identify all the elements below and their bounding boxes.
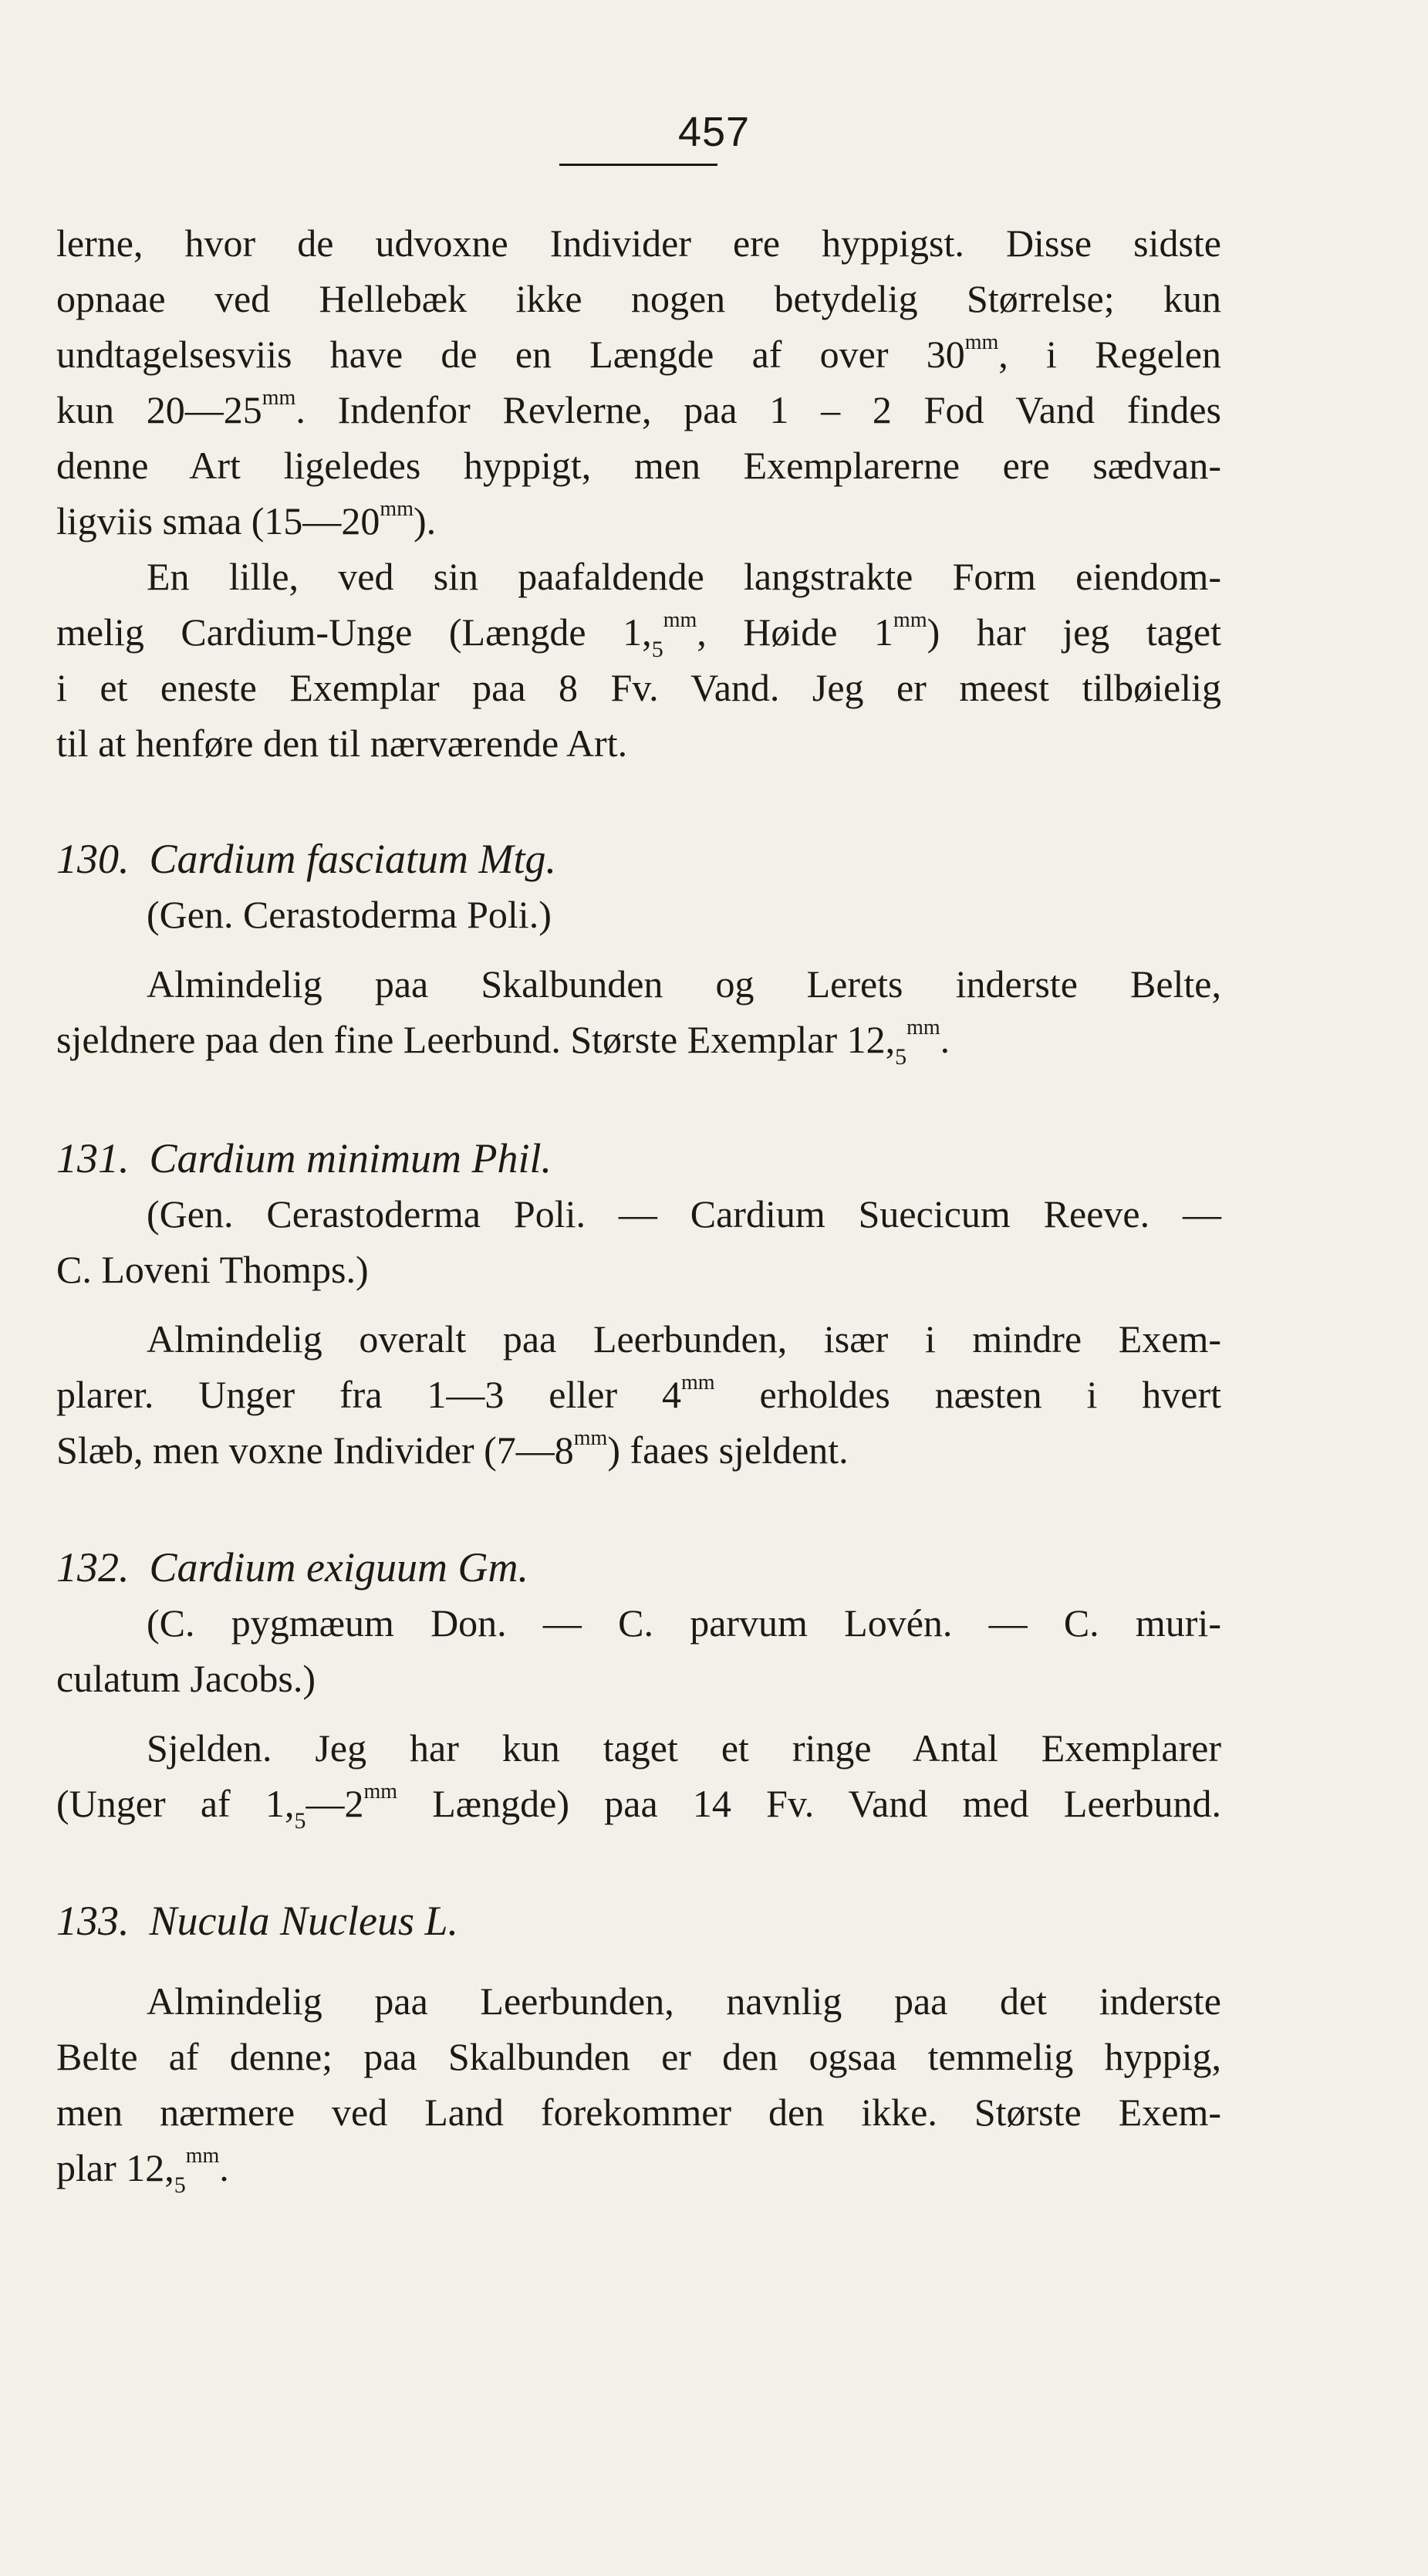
section-heading: 132. Cardium exiguum Gm. bbox=[56, 1544, 528, 1591]
text-line: (Unger af $1,_5—2^{mm}$ Længde) paa 14 Fv. Vand med Leerbund. bbox=[56, 1780, 1221, 1834]
synonym-line: (Gen. Cerastoderma Poli. — Cardium Suecicum Reeve. — bbox=[147, 1192, 1221, 1236]
section-heading: 133. Nucula Nucleus L. bbox=[56, 1898, 458, 1944]
synonym-line: (C. pygmæum Don. — C. parvum Lovén. — C. muri- bbox=[147, 1601, 1221, 1645]
text-line: Sjelden. Jeg har kun taget et ringe Antal Exemplarer bbox=[147, 1726, 1221, 1770]
synonym-line: (Gen. Cerastoderma Poli.) bbox=[147, 893, 552, 936]
text-line: plar $12,_5^{mm}$. bbox=[56, 2144, 229, 2198]
text-line: lerne, hvor de udvoxne Individer ere hyppigst. Disse sidste bbox=[56, 221, 1221, 265]
text-line: Almindelig overalt paa Leerbunden, især i mindre Exem- bbox=[147, 1317, 1221, 1361]
text-line: plarer. Unger fra 1—3 eller $4^{mm}$ erholdes næsten i hvert bbox=[56, 1371, 1221, 1416]
page-number: 457 bbox=[677, 109, 751, 155]
section-heading: 131. Cardium minimum Phil. bbox=[56, 1135, 552, 1182]
text-line: Slæb, men voxne Individer $(7—8^{mm})$ faaes sjeldent. bbox=[56, 1426, 849, 1472]
page-number-rule bbox=[559, 164, 717, 166]
text-line: En lille, ved sin paafaldende langstrakte Form eiendom- bbox=[147, 555, 1221, 598]
text-line: sjeldnere paa den fine Leerbund. Største Exemplar $12,_5^{mm}$. bbox=[56, 1016, 950, 1070]
text-line: Belte af denne; paa Skalbunden er den ogsaa temmelig hyppig, bbox=[56, 2035, 1221, 2078]
text-line: i et eneste Exemplar paa 8 Fv. Vand. Jeg er meest tilbøielig bbox=[56, 666, 1221, 709]
text-line: til at henføre den til nærværende Art. bbox=[56, 722, 628, 765]
section-heading: 130. Cardium fasciatum Mtg. bbox=[56, 836, 557, 882]
text-line: men nærmere ved Land forekommer den ikke. Største Exem- bbox=[56, 2091, 1221, 2134]
synonym-line: C. Loveni Thomps.) bbox=[56, 1248, 369, 1291]
synonym-line: culatum Jacobs.) bbox=[56, 1657, 316, 1700]
text-line: undtagelsesviis have de en Længde af over $30^{mm}$, i Regelen bbox=[56, 330, 1221, 376]
text-line: kun $20—25^{mm}$. Indenfor Revlerne, paa 1 – 2 Fod Vand findes bbox=[56, 386, 1222, 431]
text-line: ligviis smaa $(15—20^{mm})$. bbox=[56, 497, 437, 543]
text-line: melig Cardium-Unge (Længde $1,_5^{mm}$, Høide $1^{mm}$) har jeg taget bbox=[56, 608, 1222, 662]
text-line: Almindelig paa Leerbunden, navnlig paa det inderste bbox=[147, 1979, 1221, 2023]
text-line: opnaae ved Hellebæk ikke nogen betydelig Størrelse; kun bbox=[56, 277, 1221, 320]
text-line: Almindelig paa Skalbunden og Lerets inderste Belte, bbox=[147, 962, 1221, 1006]
text-line: denne Art ligeledes hyppigt, men Exemplarerne ere sædvan- bbox=[56, 444, 1221, 487]
